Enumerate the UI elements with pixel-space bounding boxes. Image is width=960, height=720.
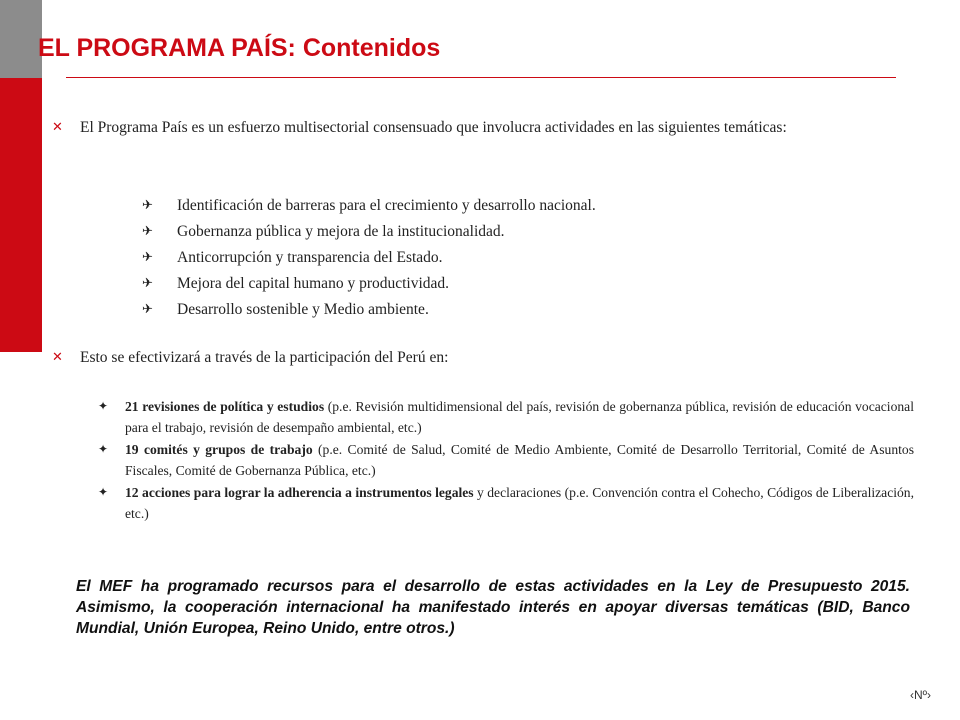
slide-title: EL PROGRAMA PAÍS: Contenidos <box>38 34 441 62</box>
bullet-thematics-intro <box>52 115 914 140</box>
title-divider <box>66 77 896 78</box>
list-item <box>142 193 862 219</box>
list-item <box>142 219 862 245</box>
airplane-icon: ✈ <box>142 224 153 239</box>
bullet-text: Esto se efectivizará a través de la participación del Perú en: <box>80 349 449 366</box>
bullet-participation-intro <box>52 345 914 370</box>
list-item-text: Desarrollo sostenible y Medio ambiente. <box>177 301 429 318</box>
airplane-icon: ✈ <box>142 302 153 317</box>
four-point-star-icon: ✦ <box>98 399 109 413</box>
list-item-bold: 19 comités y grupos de trabajo <box>125 442 313 457</box>
bullet-text: El Programa País es un esfuerzo multisectorial consensuado que involucra actividades en las siguientes temáticas: <box>80 119 787 136</box>
airplane-icon: ✈ <box>142 276 153 291</box>
list-item <box>142 245 862 271</box>
list-item-text: y declaraciones (p.e. Convención contra el Cohecho, Códigos de Liberalización, etc.) <box>125 485 914 521</box>
list-item-bold: 12 acciones para lograr la adherencia a instrumentos legales <box>125 485 474 500</box>
airplane-icon: ✈ <box>142 250 153 265</box>
side-bar-red <box>0 78 42 352</box>
list-item <box>98 482 914 524</box>
four-point-star-icon: ✦ <box>98 485 109 499</box>
list-item <box>142 297 862 323</box>
airplane-icon: ✈ <box>142 198 153 213</box>
participation-list <box>98 396 914 525</box>
list-item <box>98 439 914 481</box>
list-item-text: (p.e. Comité de Salud, Comité de Medio Ambiente, Comité de Desarrollo Territorial, Comité de Asuntos Fiscales, Comité de Gobernanza Pública, etc.) <box>125 442 914 478</box>
list-item <box>98 396 914 438</box>
x-mark-icon: ✕ <box>52 120 63 135</box>
list-item-text: Identificación de barreras para el crecimiento y desarrollo nacional. <box>177 197 596 214</box>
list-item-text: Mejora del capital humano y productividad. <box>177 275 450 292</box>
list-item-text: Anticorrupción y transparencia del Estado. <box>177 249 443 266</box>
list-item-text: Gobernanza pública y mejora de la institucionalidad. <box>177 223 505 240</box>
thematics-list <box>142 193 862 323</box>
list-item-text: (p.e. Revisión multidimensional del país, revisión de gobernanza pública, revisión de educación vocacional para el trabajo, revisión de desempaño ambiental, etc.) <box>125 399 914 435</box>
page-number: ‹Nº› <box>910 688 932 702</box>
four-point-star-icon: ✦ <box>98 442 109 456</box>
list-item-bold: 21 revisiones de política y estudios <box>125 399 325 414</box>
side-bar-gray <box>0 0 42 78</box>
x-mark-icon: ✕ <box>52 350 63 365</box>
list-item <box>142 271 862 297</box>
mef-note: El MEF ha programado recursos para el desarrollo de estas actividades en la Ley de Presupuesto 2015. Asimismo, la cooperación internacional ha manifestado interés en apoyar diversas temáticas (BID, Banco Mundial, Unión Europea, Reino Unido, entre otros.) <box>76 578 910 637</box>
